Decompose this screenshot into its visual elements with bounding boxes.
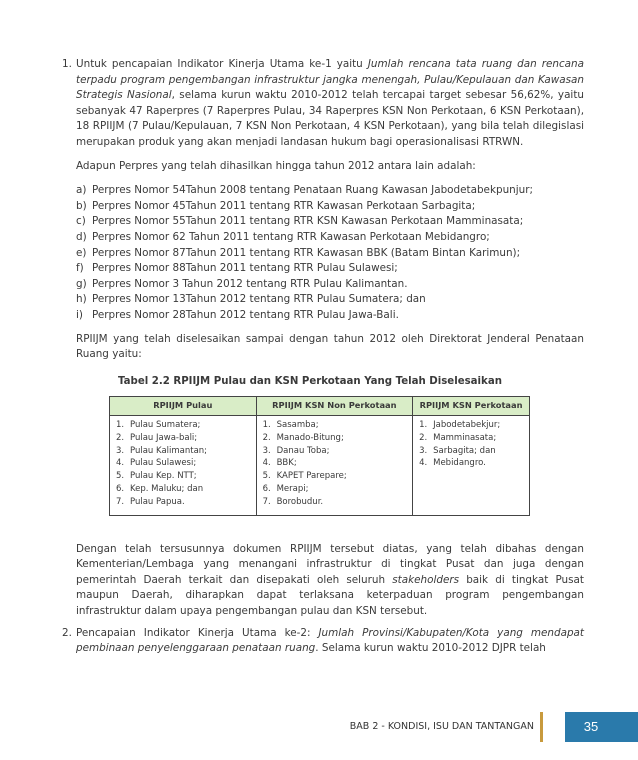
table-item-text: BBK; [276, 458, 297, 469]
perpres-text: Perpres Nomor 28Tahun 2012 tentang RTR Pulau Jawa-Bali. [92, 308, 399, 321]
rpiijm-intro: RPIIJM yang telah diselesaikan sampai dengan tahun 2012 oleh Direktorat Jenderal Penataan Ruang yaitu: [76, 332, 584, 361]
page-number: 35 [583, 719, 599, 734]
table-header: RPIIJM KSN Perkotaan [413, 397, 530, 416]
table-list-item [263, 419, 409, 432]
page-content [62, 57, 584, 657]
list-item-1 [62, 57, 584, 620]
table-list-item [263, 483, 409, 496]
table-cell-ksn-non-perkotaan [256, 416, 413, 516]
list-marker: f) [76, 262, 84, 275]
perpres-list-item [76, 183, 584, 199]
perpres-list-item [76, 261, 584, 277]
perpres-list [76, 183, 584, 323]
table-list-item [419, 432, 525, 445]
table-item-text: Pulau Jawa-bali; [130, 432, 198, 443]
table-list-item [116, 470, 252, 483]
perpres-text: Perpres Nomor 3 Tahun 2012 tentang RTR Pulau Kalimantan. [92, 277, 408, 290]
table-item-text: Pulau Kalimantan; [130, 445, 208, 456]
perpres-list-item [76, 246, 584, 262]
list-number: 2. [62, 626, 72, 639]
perpres-list-item [76, 214, 584, 230]
rpiijm-table [109, 396, 530, 515]
table-list-item [419, 457, 525, 470]
table-list-item [116, 483, 252, 496]
footer-accent-bar [540, 712, 543, 742]
perpres-list-item [76, 292, 584, 308]
table-cell-pulau [110, 416, 257, 516]
table-list-item [263, 496, 409, 509]
table-item-text: Kep. Maluku; dan [130, 484, 204, 495]
perpres-text: Perpres Nomor 87Tahun 2011 tentang RTR Kawasan BBK (Batam Bintan Karimun); [92, 246, 521, 259]
perpres-text: Perpres Nomor 45Tahun 2011 tentang RTR Kawasan Perkotaan Sarbagita; [92, 199, 476, 212]
table-item-number: 3. [116, 445, 125, 456]
perpres-list-item [76, 230, 584, 246]
table-item-text: Danau Toba; [276, 445, 330, 456]
list-marker: g) [76, 277, 87, 290]
table-header: RPIIJM Pulau [110, 397, 257, 416]
intro-paragraph: Untuk pencapaian Indikator Kinerja Utama ke-1 yaitu Jumlah rencana tata ruang dan rencana terpadu program pengembangan infrastruktur jangka menengah, Pulau/Kepulauan dan Kawasan Strategis Nasional, selama kurun waktu 2010-2012 telah tercapai target sebesar 56,62%, yaitu sebanyak 47 Raperpres (7 Raperpres Pulau, 34 Raperpres KSN Non Perkotaan, 6 KSN Perkotaan), 18 RPIIJM (7 Pulau/Kepulauan, 7 KSN Non Perkotaan, 4 KSN Perkotaan), yang bila telah dilegislasi merupakan produk yang akan menjadi landasan hukum bagi operasionalisasi RTRWN. [76, 58, 584, 148]
table-item-number: 4. [116, 458, 125, 469]
table-item-number: 4. [419, 458, 428, 469]
table-list-item [116, 419, 252, 432]
list-number: 1. [62, 58, 72, 70]
table-item-number: 2. [419, 432, 428, 443]
table-list-item [263, 432, 409, 445]
table-item-number: 5. [116, 471, 125, 482]
page-number-tab [565, 712, 638, 742]
table-list-item [263, 445, 409, 458]
table-item-text: Sasamba; [276, 420, 319, 431]
table-item-number: 2. [262, 432, 271, 443]
table-list-item [116, 496, 252, 509]
list-marker: b) [76, 199, 87, 212]
table-item-text: Borobudur. [276, 496, 324, 507]
table-item-number: 1. [116, 420, 125, 431]
table-item-text: Pulau Sulawesi; [130, 458, 197, 469]
table-item-number: 3. [262, 445, 271, 456]
list-marker: d) [76, 230, 87, 243]
list-marker: c) [76, 215, 86, 228]
table-item-text: Pulau Kep. NTT; [130, 471, 197, 482]
table-item-text: Manado-Bitung; [276, 432, 344, 443]
table-list-item [116, 432, 252, 445]
table-item-number: 1. [419, 420, 428, 431]
table-item-number: 4. [262, 458, 271, 469]
table-list-item [116, 445, 252, 458]
perpres-list-item [76, 308, 584, 324]
list-marker: e) [76, 246, 87, 259]
perpres-intro: Adapun Perpres yang telah dihasilkan hingga tahun 2012 antara lain adalah: [76, 159, 476, 172]
table-item-number: 3. [419, 445, 428, 456]
perpres-text: Perpres Nomor 54Tahun 2008 tentang Penataan Ruang Kawasan Jabodetabekpunjur; [92, 184, 533, 197]
table-item-number: 7. [262, 496, 271, 507]
table-item-text: Pulau Sumatera; [130, 420, 201, 431]
closing-paragraph: Dengan telah tersusunnya dokumen RPIIJM tersebut diatas, yang telah dibahas dengan Kementerian/Lembaga yang menangani infrastruktur di tingkat Pusat dan juga dengan pemerintah Daerah terkait dan disepakati oleh seluruh stakeholders baik di tingkat Pusat maupun Daerah, diharapkan dapat terlaksana keterpaduan program pengembangan infrastruktur dalam upaya pengembangan pulau dan KSN tersebut. [76, 542, 584, 618]
perpres-list-item [76, 199, 584, 215]
list-marker: a) [76, 184, 87, 197]
table-cell-ksn-perkotaan [413, 416, 530, 516]
table-header: RPIIJM KSN Non Perkotaan [256, 397, 413, 416]
perpres-text: Perpres Nomor 62 Tahun 2011 tentang RTR Kawasan Perkotaan Mebidangro; [92, 230, 490, 243]
table-item-text: KAPET Parepare; [276, 471, 347, 482]
list-marker: i) [76, 308, 83, 321]
list-item-2 [62, 626, 584, 657]
perpres-text: Perpres Nomor 55Tahun 2011 tentang RTR KSN Kawasan Perkotaan Mamminasata; [92, 215, 524, 228]
table-item-number: 7. [116, 496, 125, 507]
list-marker: h) [76, 293, 87, 306]
chapter-label: BAB 2 - KONDISI, ISU DAN TANTANGAN [349, 721, 534, 732]
table-item-text: Merapi; [276, 484, 309, 495]
perpres-text: Perpres Nomor 88Tahun 2011 tentang RTR Pulau Sulawesi; [92, 262, 398, 275]
table-list-item [419, 419, 525, 432]
table-item-text: Mamminasata; [433, 432, 497, 443]
table-item-number: 6. [262, 484, 271, 495]
table-caption: Tabel 2.2 RPIIJM Pulau dan KSN Perkotaan Yang Telah Diselesaikan [118, 375, 502, 387]
table-list-item [116, 457, 252, 470]
table-item-number: 5. [262, 471, 271, 482]
table-item-text: Jabodetabekjur; [433, 420, 501, 431]
table-item-text: Sarbagita; dan [433, 445, 496, 456]
table-item-number: 1. [262, 420, 271, 431]
table-list-item [263, 470, 409, 483]
perpres-text: Perpres Nomor 13Tahun 2012 tentang RTR Pulau Sumatera; dan [92, 293, 426, 306]
item2-paragraph: Pencapaian Indikator Kinerja Utama ke-2: Jumlah Provinsi/Kabupaten/Kota yang mendapat pembinaan penyelenggaraan penataan ruang. Selama kurun waktu 2010-2012 DJPR telah [76, 626, 584, 655]
table-item-number: 6. [116, 484, 125, 495]
table-list-item [263, 457, 409, 470]
perpres-list-item [76, 277, 584, 293]
table-item-number: 2. [116, 432, 125, 443]
table-item-text: Mebidangro. [433, 458, 486, 469]
table-list-item [419, 445, 525, 458]
table-item-text: Pulau Papua. [130, 496, 185, 507]
